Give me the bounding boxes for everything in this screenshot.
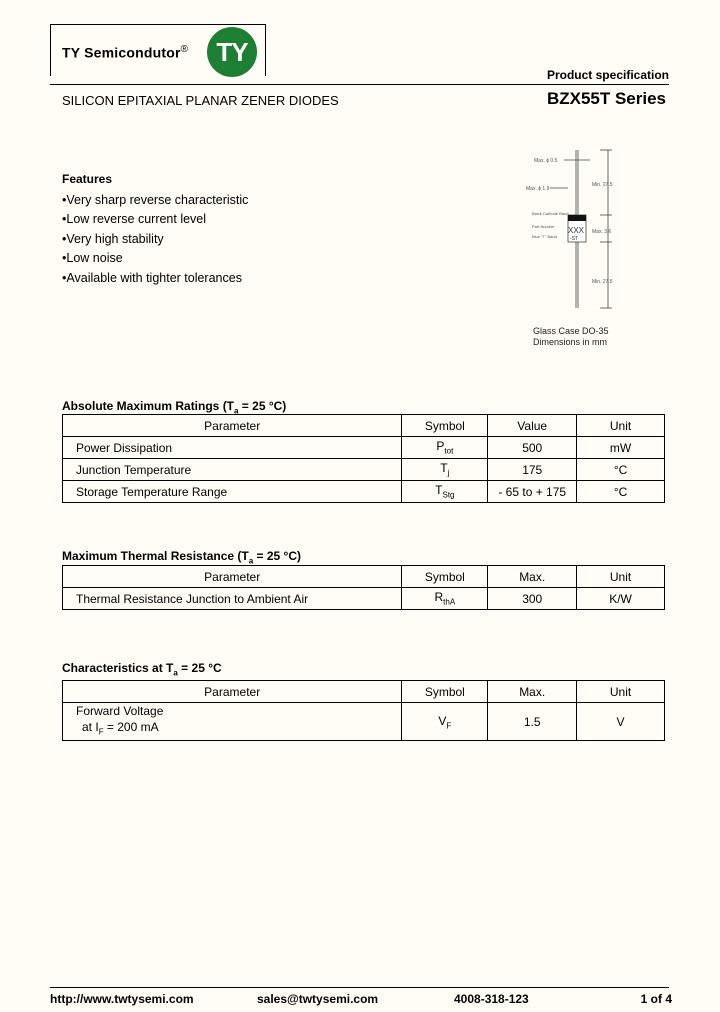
ty-logo-icon: TY [207, 27, 257, 77]
page-number: 1 of 4 [640, 992, 672, 1006]
table-header-row [63, 566, 665, 588]
footer-phone: 4008-318-123 [454, 992, 529, 1006]
col-header: Max. [488, 681, 577, 703]
do35-package-diagram [520, 148, 650, 323]
dim-label: Min. 27.5 [592, 279, 613, 285]
table-row: Forward Voltage at $I_F = 200$ mA $V_F$ 1.5 V [63, 703, 665, 741]
table-row: Storage Temperature Range $T_{Stg}$ - 65 to + 175 °C [63, 481, 665, 503]
cathode-band [568, 215, 586, 221]
product-spec-label: Product specification [546, 68, 669, 82]
table-header-row [63, 681, 665, 703]
abs-max-table [62, 414, 665, 503]
registered-mark: ® [180, 44, 189, 55]
feature-item: • Very high stability [62, 230, 248, 249]
feature-item: • Available with tighter tolerances [62, 269, 248, 288]
dim-label: Max. 3.6 [592, 229, 612, 235]
col-header: Unit [577, 415, 665, 437]
features-list [62, 191, 248, 288]
col-header: Unit [577, 566, 665, 588]
col-header: Value [488, 415, 577, 437]
table-header-row [63, 415, 665, 437]
diagram-caption [533, 326, 609, 348]
dim-label: Min. 27.5 [592, 182, 613, 188]
characteristics-title: Characteristics at $T_a = 25$ °C [62, 661, 222, 678]
series-title: BZX55T Series [546, 89, 666, 108]
col-header: Symbol [402, 566, 488, 588]
marking-text: XXX [568, 226, 585, 235]
document-title: SILICON EPITAXIAL PLANAR ZENER DIODES [62, 93, 339, 108]
dim-label: Max. ϕ 0.5 [534, 158, 558, 164]
thermal-title: Maximum Thermal Resistance ($T_a = 25$ °C) [62, 549, 302, 566]
caption-line: Glass Case DO-35 [533, 326, 609, 336]
features-heading: Features [62, 172, 113, 186]
footer-rule [50, 987, 669, 988]
table-row: Thermal Resistance Junction to Ambient Air $R_{thA}$ 300 K/W [63, 588, 665, 610]
part-label: Part Number [532, 224, 555, 229]
col-header: Parameter [63, 566, 402, 588]
dim-label: Max. ϕ 1.9 [526, 186, 550, 192]
col-header: Max. [488, 566, 577, 588]
col-header: Parameter [63, 681, 402, 703]
marking-suffix: -ST [570, 236, 579, 242]
header-rule [50, 84, 669, 85]
feature-item: • Low reverse current level [62, 210, 248, 229]
footer-email[interactable]: sales@twtysemi.com [257, 992, 379, 1006]
col-header: Symbol [402, 415, 488, 437]
band-label: Black Cathode Band [532, 211, 569, 216]
thermal-table [62, 565, 665, 610]
col-header: Unit [577, 681, 665, 703]
feature-item: • Low noise [62, 249, 248, 268]
abs-max-title: Absolute Maximum Ratings ($T_a = 25$ °C) [62, 399, 287, 416]
col-header: Symbol [402, 681, 488, 703]
company-name: TY Semicondutor® [62, 44, 189, 61]
table-row: Junction Temperature $T_j$ 175 °C [63, 459, 665, 481]
footer-url[interactable]: http://www.twtysemi.com [50, 992, 194, 1006]
band-label: Blue "T" Band [532, 234, 557, 239]
table-row: Power Dissipation $P_{tot}$ 500 mW [63, 437, 665, 459]
feature-item: • Very sharp reverse characteristic [62, 191, 248, 210]
caption-line: Dimensions in mm [533, 337, 608, 347]
col-header: Parameter [63, 415, 402, 437]
characteristics-table [62, 680, 665, 741]
